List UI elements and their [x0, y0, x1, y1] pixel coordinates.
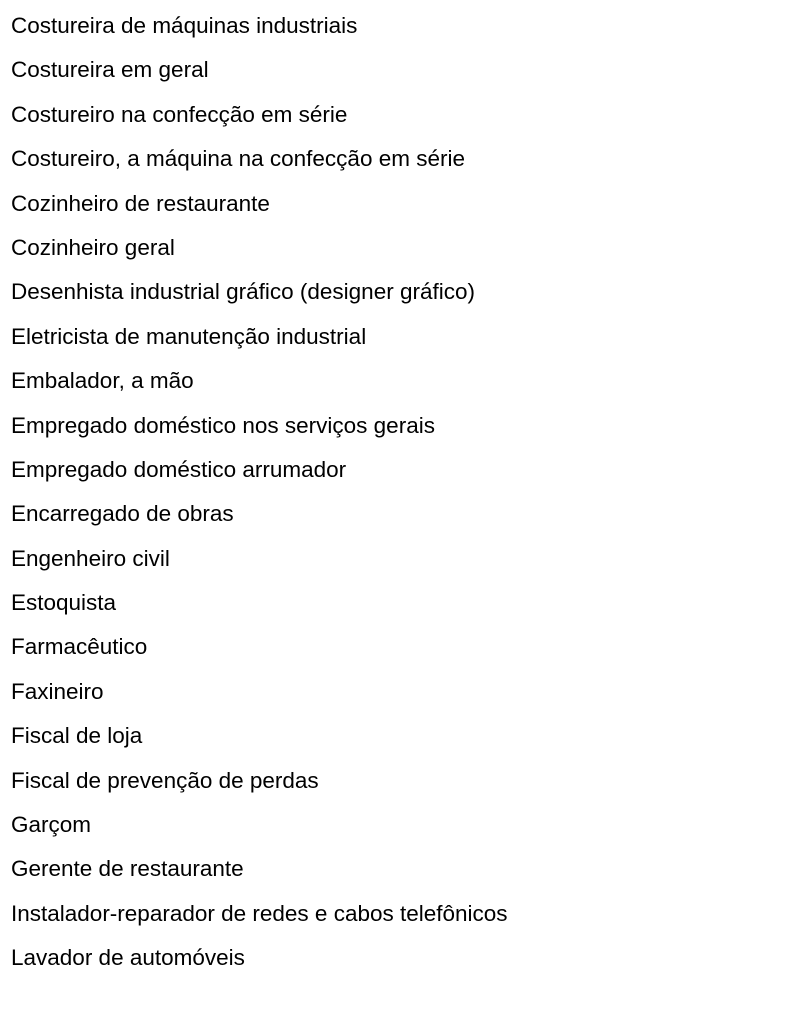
list-item: Instalador-reparador de redes e cabos telefônicos — [11, 900, 508, 926]
list-item: Engenheiro civil — [11, 545, 170, 571]
list-item: Fiscal de prevenção de perdas — [11, 767, 319, 793]
list-item: Estoquista — [11, 590, 117, 616]
list-item: Costureira de máquinas industriais — [11, 13, 358, 38]
list-item: Gerente de restaurante — [11, 856, 244, 882]
list-item: Empregado doméstico arrumador — [11, 456, 347, 482]
list-item: Eletricista de manutenção industrial — [11, 323, 367, 349]
list-item: Lavador de automóveis — [11, 945, 245, 971]
list-item: Empregado doméstico nos serviços gerais — [11, 412, 435, 438]
occupation-list — [11, 9, 508, 986]
list-item: Encarregado de obras — [11, 501, 234, 527]
list-item: Costureiro, a máquina na confecção em série — [11, 146, 465, 172]
list-item: Costureira em geral — [11, 57, 209, 83]
list-item: Embalador, a mão — [11, 368, 194, 394]
list-item: Faxineiro — [11, 678, 104, 704]
list-item: Cozinheiro de restaurante — [11, 190, 270, 216]
list-item: Costureiro na confecção em série — [11, 101, 348, 127]
list-item: Cozinheiro geral — [11, 234, 175, 260]
list-item: Desenhista industrial gráfico (designer gráfico) — [11, 279, 475, 305]
list-item: Farmacêutico — [11, 634, 148, 660]
list-item: Fiscal de loja — [11, 723, 143, 749]
list-item: Garçom — [11, 812, 92, 838]
